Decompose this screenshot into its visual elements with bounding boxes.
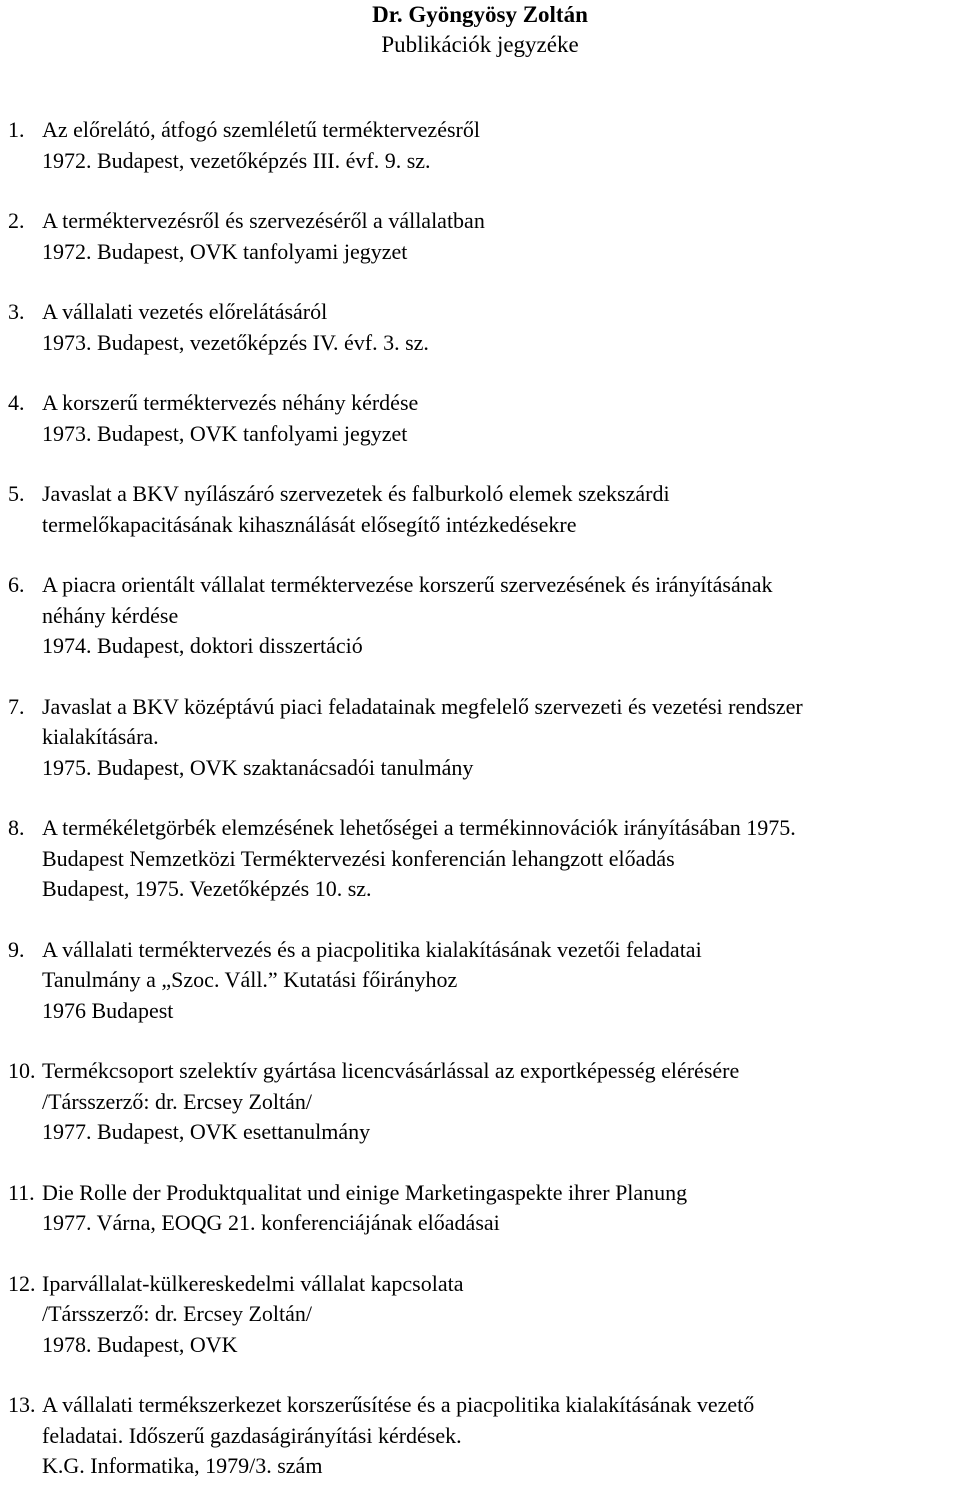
publication-entry bbox=[0, 813, 960, 905]
entry-number: 3. bbox=[8, 299, 25, 324]
entry-line: A vállalati termékszerkezet korszerűsítése és a piacpolitika kialakításának vezető bbox=[42, 1392, 755, 1417]
publication-entry bbox=[0, 206, 960, 267]
entry-line: Javaslat a BKV nyílászáró szervezetek és falburkoló elemek szekszárdi bbox=[42, 481, 670, 506]
entry-line: feladatai. Időszerű gazdaságirányítási kérdések. bbox=[42, 1422, 462, 1448]
entry-line: kialakítására. bbox=[42, 724, 159, 749]
entry-line: A vállalati vezetés előrelátásáról bbox=[42, 299, 328, 324]
entry-line: Budapest, 1975. Vezetőképzés 10. sz. bbox=[42, 876, 372, 901]
entry-line: 1972. Budapest, OVK tanfolyami jegyzet bbox=[42, 238, 408, 264]
entry-line: Termékcsoport szelektív gyártása licencvásárlással az exportképesség elérésére bbox=[42, 1058, 740, 1083]
entry-line: 1977. Várna, EOQG 21. konferenciájának előadásai bbox=[42, 1210, 500, 1235]
entry-number: 10. bbox=[8, 1058, 36, 1083]
entry-line: /Társszerző: dr. Ercsey Zoltán/ bbox=[42, 1301, 313, 1326]
entry-line: 1973. Budapest, vezetőképzés IV. évf. 3. sz. bbox=[42, 329, 429, 355]
author-name: Dr. Gyöngyösy Zoltán bbox=[372, 2, 588, 27]
entry-line: 1977. Budapest, OVK esettanulmány bbox=[42, 1119, 371, 1144]
entry-line: Javaslat a BKV középtávú piaci feladatainak megfelelő szervezeti és vezetési rendszer bbox=[42, 693, 803, 719]
publication-entry bbox=[0, 935, 960, 1027]
entry-line: /Társszerző: dr. Ercsey Zoltán/ bbox=[42, 1088, 313, 1114]
entry-line: A termékéletgörbék elemzésének lehetőségei a termékinnovációk irányításában 1975. bbox=[42, 815, 796, 840]
entry-line: A piacra orientált vállalat terméktervezése korszerű szervezésének és irányításának bbox=[42, 572, 773, 597]
publication-list bbox=[0, 115, 960, 1512]
entry-line: A korszerű terméktervezés néhány kérdése bbox=[42, 390, 419, 415]
entry-number: 9. bbox=[8, 936, 25, 962]
entry-line: Iparvállalat-külkereskedelmi vállalat kapcsolata bbox=[42, 1270, 464, 1296]
entry-line: 1974. Budapest, doktori disszertáció bbox=[42, 633, 363, 658]
entry-line: Die Rolle der Produktqualitat und einige Marketingaspekte ihrer Planung bbox=[42, 1179, 688, 1205]
publication-entry bbox=[0, 570, 960, 662]
entry-number: 11. bbox=[8, 1179, 35, 1205]
publication-entry bbox=[0, 115, 960, 176]
entry-line: 1978. Budapest, OVK bbox=[42, 1331, 238, 1357]
entry-number: 13. bbox=[8, 1392, 36, 1417]
document-header bbox=[0, 0, 960, 60]
entry-line: 1975. Budapest, OVK szaktanácsadói tanulmány bbox=[42, 754, 474, 780]
publication-entry bbox=[0, 297, 960, 358]
publication-entry bbox=[0, 1269, 960, 1361]
publication-entry bbox=[0, 388, 960, 449]
entry-number: 4. bbox=[8, 390, 25, 415]
entry-line: Az előrelátó, átfogó szemléletű terméktervezésről bbox=[42, 117, 480, 142]
entry-number: 12. bbox=[8, 1270, 36, 1296]
publication-entry bbox=[0, 692, 960, 784]
entry-line: A terméktervezésről és szervezéséről a vállalatban bbox=[42, 208, 485, 233]
entry-number: 8. bbox=[8, 815, 25, 840]
publication-entry bbox=[0, 479, 960, 540]
entry-number: 5. bbox=[8, 481, 25, 506]
entry-number: 7. bbox=[8, 693, 25, 719]
entry-line: A vállalati terméktervezés és a piacpolitika kialakításának vezetői feladatai bbox=[42, 936, 702, 962]
document-subtitle: Publikációk jegyzéke bbox=[381, 32, 579, 57]
entry-line: K.G. Informatika, 1979/3. szám bbox=[42, 1453, 323, 1478]
entry-line: Tanulmány a „Szoc. Váll.” Kutatási főirányhoz bbox=[42, 967, 458, 992]
entry-line: 1972. Budapest, vezetőképzés III. évf. 9. sz. bbox=[42, 147, 431, 173]
entry-number: 1. bbox=[8, 117, 25, 142]
entry-number: 6. bbox=[8, 572, 25, 597]
publication-entry bbox=[0, 1056, 960, 1148]
entry-line: néhány kérdése bbox=[42, 602, 179, 628]
entry-line: 1973. Budapest, OVK tanfolyami jegyzet bbox=[42, 420, 408, 446]
publication-entry bbox=[0, 1178, 960, 1239]
entry-line: 1976 Budapest bbox=[42, 997, 174, 1023]
entry-line: Budapest Nemzetközi Terméktervezési konferencián lehangzott előadás bbox=[42, 845, 675, 871]
entry-number: 2. bbox=[8, 208, 25, 233]
publication-entry bbox=[0, 1390, 960, 1482]
entry-line: termelőkapacitásának kihasználását elősegítő intézkedésekre bbox=[42, 511, 577, 537]
